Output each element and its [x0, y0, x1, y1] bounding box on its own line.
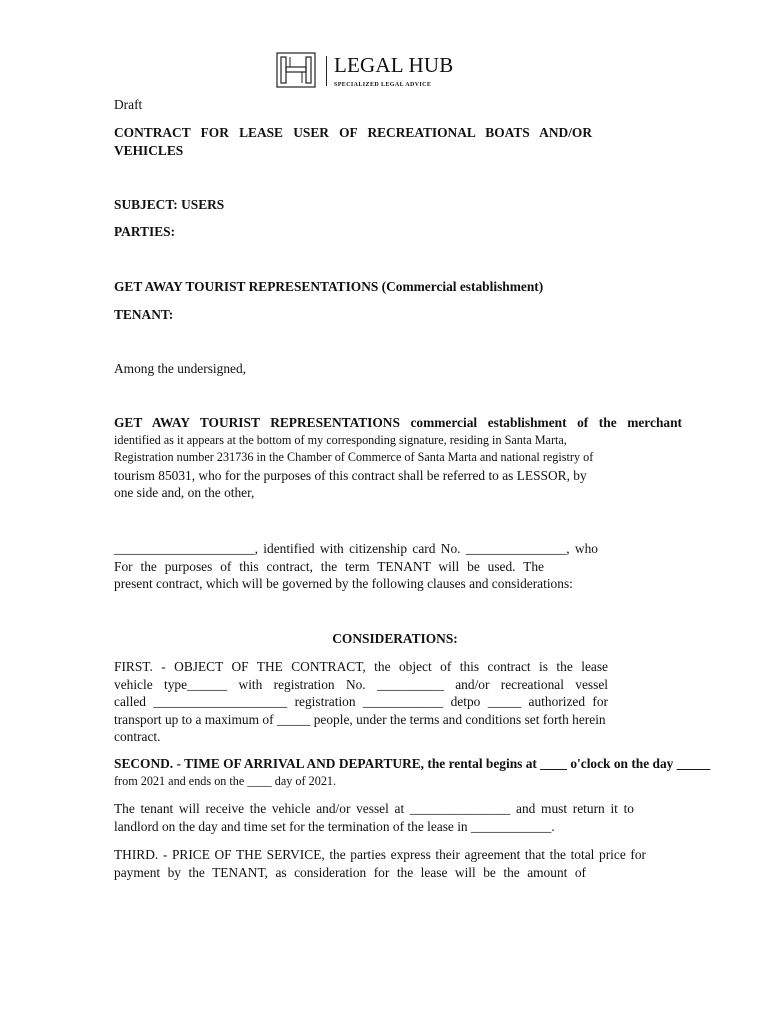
paragraph-line: For the purposes of this contract, the term TENANT will be used. The	[114, 558, 544, 574]
contract-title	[114, 124, 592, 159]
paragraph-line: Registration number 231736 in the Chamber of Commerce of Santa Marta and national registry of	[114, 450, 594, 465]
tenant-receive-clause	[114, 800, 634, 835]
second-clause	[114, 755, 724, 790]
paragraph-line: called ____________________ registration ____________ detpo _____ authorized for	[114, 694, 608, 710]
party-name: GET AWAY TOURIST REPRESENTATIONS (Commercial establishment)	[114, 279, 544, 294]
draft-label: Draft	[114, 97, 143, 112]
logo-subtitle: SPECIALIZED LEGAL ADVICE	[334, 82, 432, 88]
paragraph-line: payment by the TENANT, as consideration for the lease will be the amount of	[114, 864, 586, 880]
paragraph-line: one side and, on the other,	[114, 485, 255, 501]
paragraph-line: FIRST. - OBJECT OF THE CONTRACT, the object of this contract is the lease	[114, 659, 608, 674]
paragraph-line: present contract, which will be governed by the following clauses and considerations:	[114, 576, 573, 592]
paragraph-line: contract.	[114, 729, 161, 745]
paragraph-line: THIRD. - PRICE OF THE SERVICE, the parties express their agreement that the total price for	[114, 847, 646, 862]
first-clause	[114, 658, 608, 746]
paragraph-line: identified as it appears at the bottom of my corresponding signature, residing in Santa Marta,	[114, 432, 567, 447]
legal-hub-logo	[276, 52, 516, 90]
parties-heading: PARTIES:	[114, 224, 176, 239]
contract-title-line: CONTRACT FOR LEASE USER OF RECREATIONAL BOATS AND/OR	[114, 125, 592, 140]
tenant-heading: TENANT:	[114, 307, 174, 322]
paragraph-line: vehicle type______ with registration No. __________ and/or recreational vessel	[114, 676, 608, 692]
legal-hub-h-icon	[276, 52, 316, 88]
lessor-paragraph	[114, 414, 682, 502]
paragraph-line: _____________________, identified with citizenship card No. _______________, who	[114, 541, 598, 556]
paragraph-line: SECOND. - TIME OF ARRIVAL AND DEPARTURE, the rental begins at ____ o'clock on the day _____	[114, 756, 711, 771]
contract-title-line: VEHICLES	[114, 142, 184, 158]
paragraph-line: The tenant will receive the vehicle and/or vessel at _______________ and must return it to	[114, 801, 634, 816]
logo-title: LEGAL HUB	[334, 53, 454, 77]
paragraph-line: tourism 85031, who for the purposes of this contract shall be referred to as LESSOR, by	[114, 467, 587, 483]
among-text: Among the undersigned,	[114, 361, 247, 376]
considerations-heading: CONSIDERATIONS:	[332, 631, 458, 646]
third-clause	[114, 846, 646, 881]
logo-separator	[326, 56, 327, 86]
tenant-paragraph	[114, 540, 598, 593]
paragraph-line: transport up to a maximum of _____ people, under the terms and conditions set forth herein	[114, 711, 606, 727]
subject-heading: SUBJECT: USERS	[114, 197, 225, 212]
paragraph-line: GET AWAY TOURIST REPRESENTATIONS commercial establishment of the merchant	[114, 415, 682, 430]
paragraph-line: from 2021 and ends on the ____ day of 2021.	[114, 773, 337, 788]
paragraph-line: landlord on the day and time set for the termination of the lease in ____________.	[114, 818, 555, 834]
